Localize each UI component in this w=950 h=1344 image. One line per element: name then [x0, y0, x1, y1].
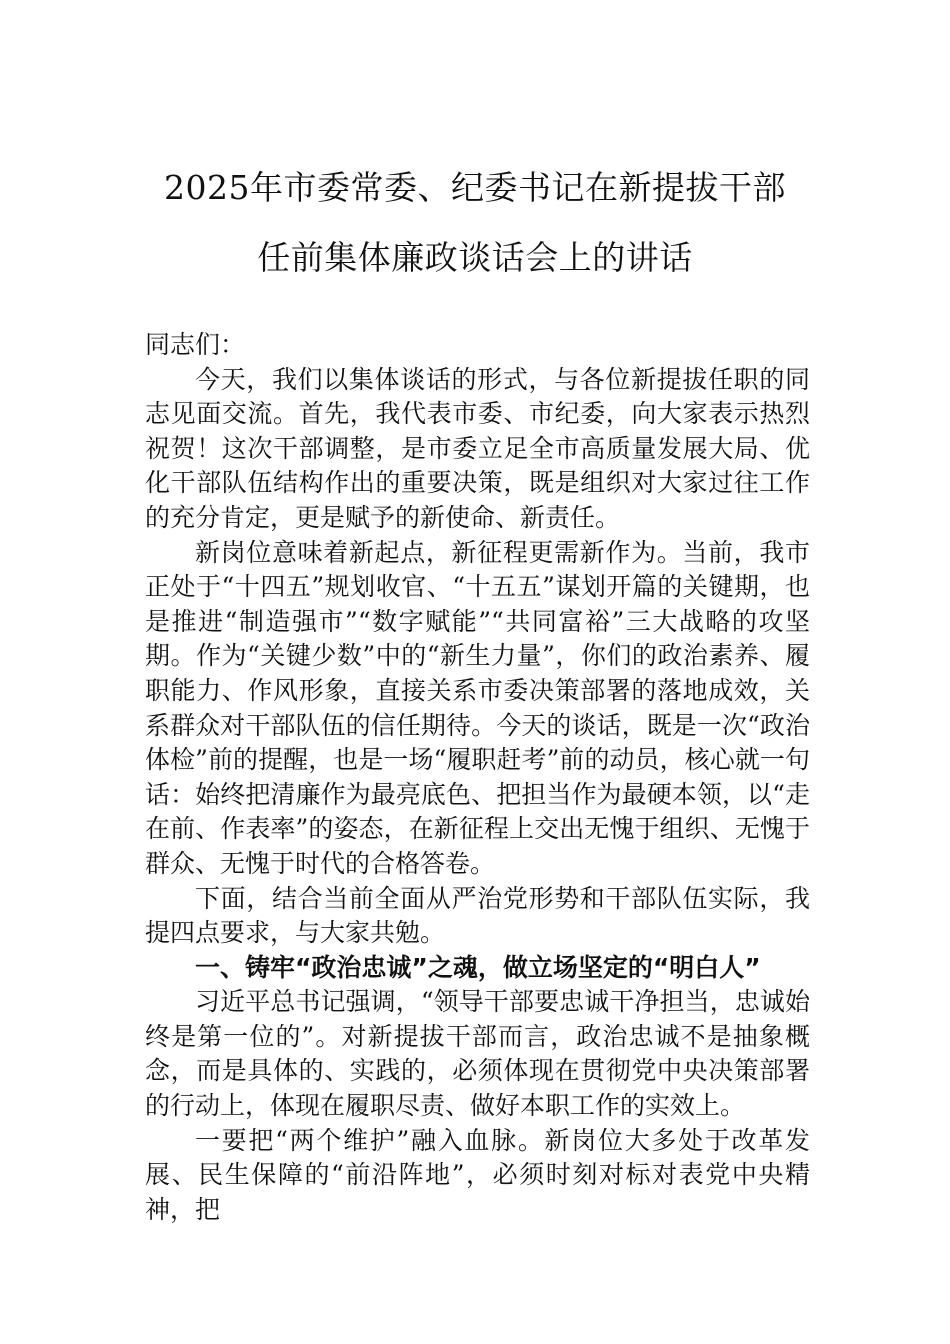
- document-body: [145, 328, 810, 1227]
- section-heading: 一、铸牢“政治忠诚”之魂，做立场坚定的“明白人”: [195, 952, 761, 982]
- paragraph-intro: 今天，我们以集体谈话的形式，与各位新提拔任职的同志见面交流。首先，我代表市委、市纪委，向大家表示热烈祝贺！这次干部调整，是市委立足全市高质量发展大局、优化干部队伍结构作出的重要决策，既是组织对大家过往工作的充分肯定，更是赋予的新使命、新责任。: [145, 364, 810, 532]
- paragraph-context: 新岗位意味着新起点，新征程更需新作为。当前，我市正处于“十四五”规划收官、“十五五”谋划开篇的关键期，也是推进“制造强市”“数字赋能”“共同富裕”三大战略的攻坚期。作为“关键少数”中的“新生力量”，你们的政治素养、履职能力、作风形象，直接关系市委决策部署的落地成效，关系群众对干部队伍的信任期待。今天的谈话，既是一次“政治体检”前的提醒，也是一场“履职赶考”前的动员，核心就一句话：始终把清廉作为最亮底色、把担当作为最硬本领，以“走在前、作表率”的姿态，在新征程上交出无愧于组织、无愧于群众、无愧于时代的合格答卷。: [145, 537, 810, 878]
- document-title-line-2: 任前集体廉政谈话会上的讲话: [257, 238, 693, 277]
- section-paragraph: 习近平总书记强调，“领导干部要忠诚干净担当，忠诚始终是第一位的”。对新提拔干部而言，政治忠诚不是抽象概念，而是具体的、实践的，必须体现在贯彻党中央决策部署的行动上，体现在履职尽责、做好本职工作的实效上。: [145, 987, 810, 1121]
- paragraph-requirements: 下面，结合当前全面从严治党形势和干部队伍实际，我提四点要求，与大家共勉。: [145, 883, 810, 948]
- section-paragraph: 一要把“两个维护”融入血脉。新岗位大多处于改革发展、民生保障的“前沿阵地”，必须时刻对标对表党中央精神，把: [145, 1125, 810, 1224]
- salutation: 同志们：: [145, 330, 246, 359]
- document-title-line-1: 2025年市委常委、纪委书记在新提拔干部: [164, 168, 786, 207]
